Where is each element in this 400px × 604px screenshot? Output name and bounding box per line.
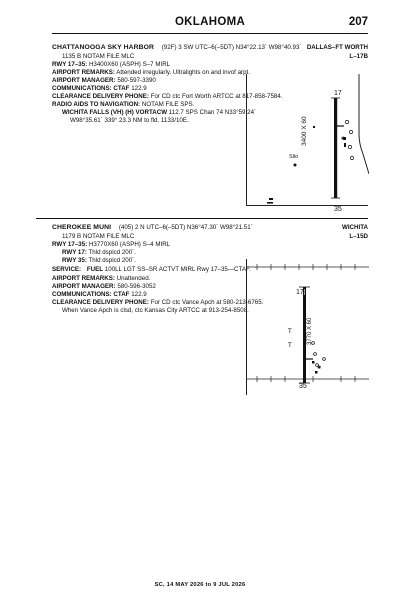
runway-line	[52, 241, 170, 248]
runway-dimensions: 3770 X 60	[307, 317, 313, 345]
radio-line	[52, 101, 194, 108]
silo-icon	[294, 164, 297, 167]
runway-label: RWY 17–35:	[52, 241, 88, 248]
building-icon	[312, 361, 315, 364]
remarks-text: Attended irregularly. Ultralights on and invof arpt.	[116, 69, 250, 76]
region-code: L–15D	[349, 233, 368, 240]
manager-line	[52, 283, 156, 290]
clearance-line-2: When Vance Apch is clsd, ctc Kansas City ARTCC at 913-254-8508.	[62, 307, 249, 314]
radio-text: NOTAM FILE SPS.	[141, 101, 195, 108]
airport-name[interactable]: CHEROKEE MUNI	[52, 224, 112, 231]
airport-name[interactable]: CHATTANOOGA SKY HARBOR	[52, 44, 155, 51]
rwy35-line	[62, 257, 136, 264]
airport-diagram-chattanooga	[246, 74, 368, 213]
fuel-label: FUEL	[86, 266, 104, 273]
obstruction-icon	[345, 120, 348, 123]
vortac-line	[62, 109, 256, 116]
windsock-icon: ✱	[317, 365, 322, 371]
runway-end-bottom: 35	[334, 206, 342, 213]
manager-label: AIRPORT MANAGER:	[52, 283, 116, 290]
manager-phone: 580-596-3052	[117, 283, 156, 290]
runway-rect	[303, 287, 306, 383]
remarks-line	[52, 275, 150, 282]
comm-line	[52, 291, 147, 298]
rwy17-line	[62, 249, 136, 256]
airport-title-row	[52, 224, 253, 231]
airport-info: (405) 2 N UTC–6(–5DT) N36°47.30´ W98°21.51´	[118, 224, 253, 231]
page-number: 207	[348, 16, 368, 28]
airport-diagram-cherokee	[246, 259, 368, 395]
state-title: OKLAHOMA	[174, 16, 246, 28]
radio-label: RADIO AIDS TO NAVIGATION:	[52, 101, 141, 108]
rwy17-text: Thld dsplcd 200´.	[88, 249, 136, 256]
remarks-line	[52, 69, 250, 76]
vortac-text: 112.7 SPS Chan 74 N33°59.24´	[168, 109, 257, 116]
runway-line	[52, 61, 170, 68]
runway-text: H3770X60 (ASPH) S–4 MIRL	[88, 241, 171, 248]
comm-label: COMMUNICATIONS: CTAF	[52, 291, 130, 298]
service-label: SERVICE:	[52, 266, 82, 273]
runway-rect	[334, 98, 337, 198]
diagram-svg	[247, 74, 369, 206]
runway-text: H3400X60 (ASPH) S–7 MIRL	[88, 61, 171, 68]
obstruction-icon	[314, 353, 317, 356]
elevation-line: 1135 B NOTAM FILE MLC	[62, 53, 135, 60]
vortac-label: WICHITA FALLS (VH) (H) VORTACW	[62, 109, 168, 116]
tetrahedron-icon: T	[288, 328, 292, 335]
comm-line	[52, 85, 147, 92]
runway-end-bottom: 35	[299, 383, 307, 390]
remarks-text: Unattended.	[116, 275, 151, 282]
region-label: WICHITA	[341, 224, 368, 231]
rwy35-text: Thld dsplcd 200´.	[88, 257, 136, 264]
airport-info: (92F) 3 SW UTC–6(–5DT) N34°22.13´ W98°40.93´	[161, 44, 302, 51]
clearance-text: For CD ctc Fort Worth ARTCC at 817-858-7584.	[150, 93, 283, 100]
comm-label: COMMUNICATIONS: CTAF	[52, 85, 130, 92]
vortac-line-2: W98°35.61´ 339° 23.3 NM to fld. 1133/10E.	[70, 117, 189, 124]
rwy35-label: RWY 35:	[62, 257, 87, 264]
building-icon	[315, 371, 318, 374]
remarks-label: AIRPORT REMARKS:	[52, 69, 115, 76]
comm-freq: 122.9	[131, 291, 147, 298]
elevation-line: 1179 B NOTAM FILE MLC	[62, 233, 135, 240]
road-line	[359, 74, 369, 174]
clearance-line	[52, 299, 263, 306]
building-icon	[344, 143, 346, 147]
clearance-text: For CD ctc Vance Apch at 580-213-6765.	[150, 299, 264, 306]
entry-divider	[36, 218, 368, 219]
manager-phone: 580-597-3390	[117, 77, 156, 84]
remarks-label: AIRPORT REMARKS:	[52, 275, 115, 282]
page-header	[52, 14, 368, 34]
rwy17-label: RWY 17:	[62, 249, 87, 256]
runway-end-top: 17	[334, 90, 342, 97]
silo-label: Silo	[289, 154, 299, 160]
obstruction-icon	[349, 130, 352, 133]
clearance-label: CLEARANCE DELIVERY PHONE:	[52, 93, 149, 100]
runway-end-top: 17	[296, 289, 304, 296]
region-code: L–17B	[349, 53, 368, 60]
page-footer: SC, 14 MAY 2026 to 9 JUL 2026	[154, 582, 246, 588]
obstruction-icon	[323, 358, 326, 361]
manager-line	[52, 77, 156, 84]
service-text: 100LL LGT SS–SR ACTVT MIRL Rwy 17–35—CTAF.	[104, 266, 251, 273]
clearance-label: CLEARANCE DELIVERY PHONE:	[52, 299, 149, 306]
runway-label: RWY 17–35:	[52, 61, 88, 68]
runway-dimensions: 3400 X 60	[301, 116, 308, 146]
service-line	[52, 266, 251, 273]
tetrahedron-icon: T	[288, 342, 292, 349]
obstruction-icon	[350, 156, 353, 159]
obstruction-icon	[348, 145, 351, 148]
region-label: DALLAS–FT WORTH	[306, 44, 368, 51]
airport-title-row	[52, 44, 302, 51]
comm-freq: 122.9	[131, 85, 147, 92]
manager-label: AIRPORT MANAGER:	[52, 77, 116, 84]
windsock-icon: ✱	[341, 136, 346, 142]
